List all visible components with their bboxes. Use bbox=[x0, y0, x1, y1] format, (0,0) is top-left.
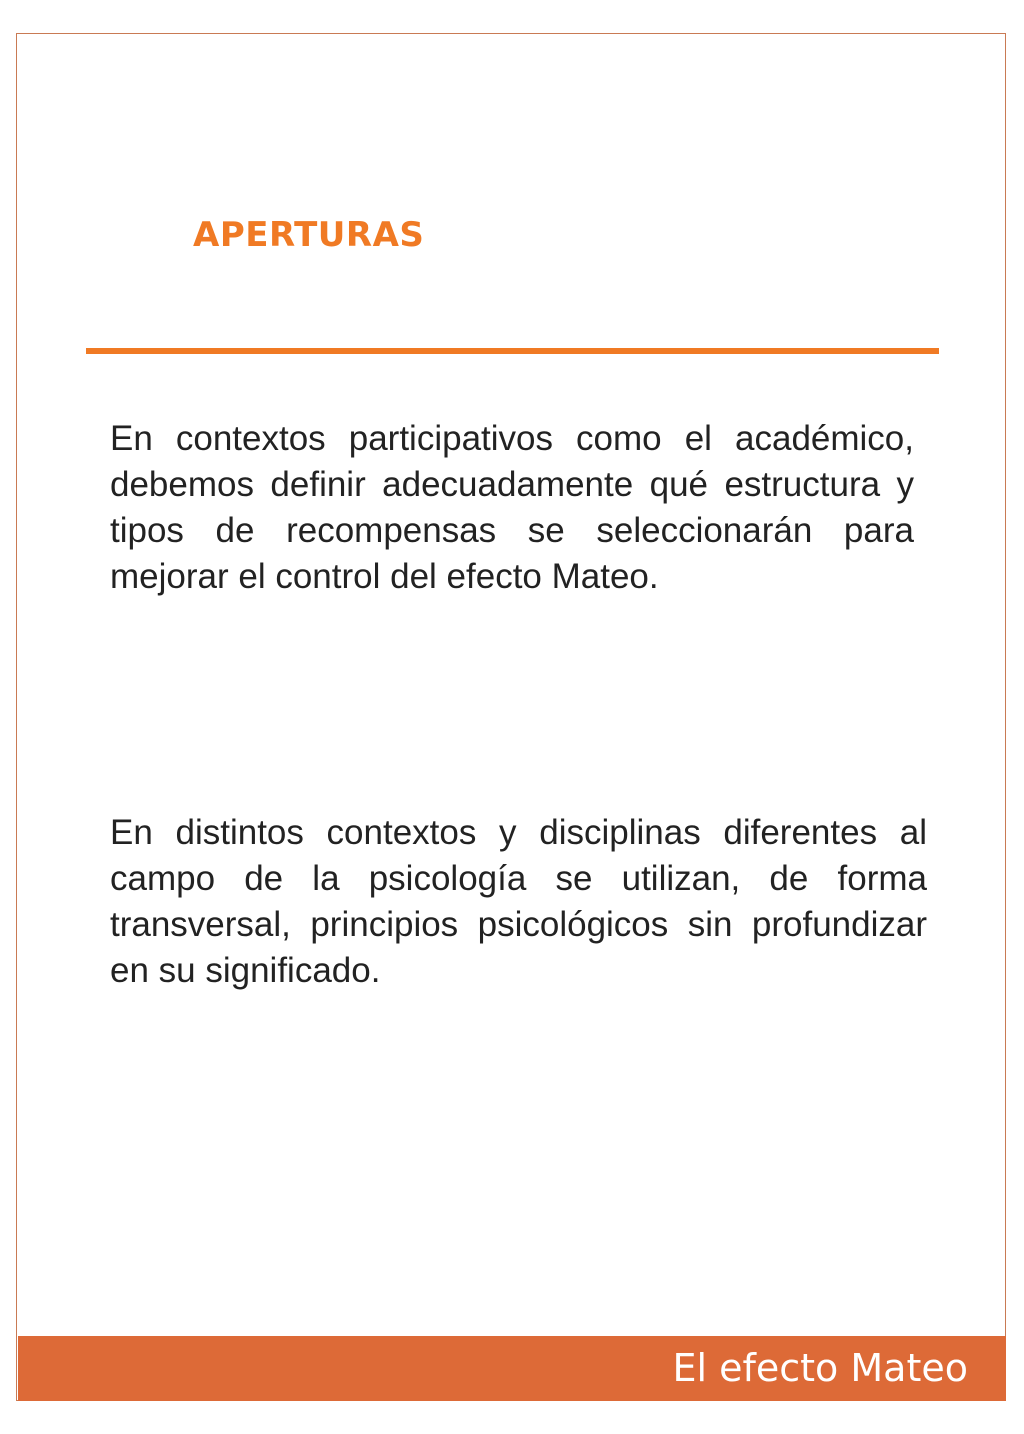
footer-bar bbox=[18, 1336, 1006, 1401]
page-frame bbox=[16, 33, 1006, 1401]
footer-title: El efecto Mateo bbox=[672, 1346, 968, 1390]
title-underline-divider bbox=[86, 348, 939, 354]
body-paragraph-2: En distintos contextos y disciplinas diferentes al campo de la psicología se utilizan, de forma transversal, principios psicológicos sin profundizar en su significado. bbox=[110, 813, 927, 990]
section-title: APERTURAS bbox=[193, 215, 425, 255]
body-paragraph-1: En contextos participativos como el académico, debemos definir adecuadamente qué estructura y tipos de recompensas se seleccionarán para mejorar el control del efecto Mateo. bbox=[110, 419, 914, 596]
